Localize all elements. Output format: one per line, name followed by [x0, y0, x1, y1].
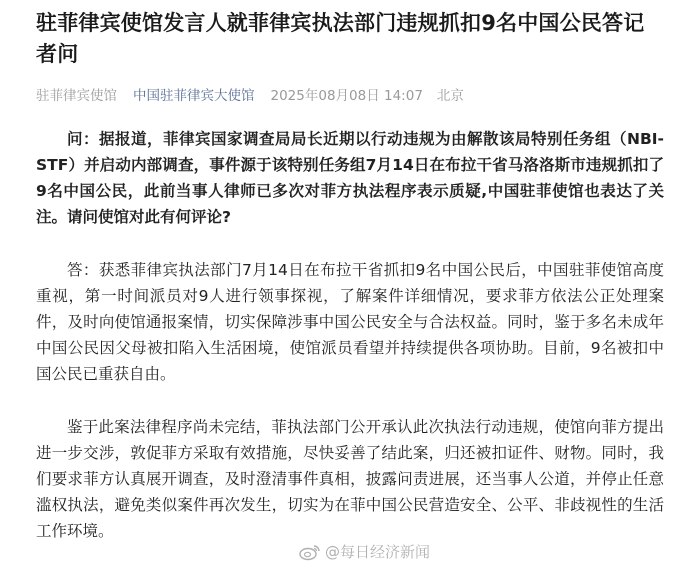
- article-body: [36, 126, 664, 544]
- publish-location: 北京: [436, 88, 464, 104]
- answer-paragraph: 答：获悉菲律宾执法部门7月14日在布拉干省抓扣9名中国公民后，中国驻菲使馆高度重视，第一时间派员对9人进行领事探视，了解案件详细情况，要求菲方依法公正处理案件，及时向使馆通报案情，切实保障涉事中国公民安全与合法权益。同时，鉴于多名未成年中国公民因父母被扣陷入生活困境，使馆派员看望并持续提供各项协助。目前，9名被扣中国公民已重获自由。: [36, 261, 664, 383]
- account-link[interactable]: 中国驻菲律宾大使馆: [133, 88, 255, 104]
- question-paragraph: 问：据报道，菲律宾国家调查局局长近期以行动违规为由解散该局特别任务组（NBI-STF）并启动内部调查，事件源于该特别任务组7月14日在布拉干省马洛洛斯市违规抓扣了9名中国公民，此前当事人律师已多次对菲方执法程序表示质疑,中国驻菲使馆也表达了关注。请问使馆对此有何评论?: [36, 130, 664, 226]
- publish-date: 2025年08月08日 14:07: [270, 88, 423, 104]
- paragraph-spacer: [36, 387, 664, 414]
- followup-paragraph: 鉴于此案法律程序尚未完结，菲执法部门公开承认此次执法行动违规，使馆向菲方提出进一步交涉，敦促菲方采取有效措施，尽快妥善了结此案，归还被扣证件、财物。同时，我们要求菲方认真展开调查，及时澄清事件真相，披露问责进展，还当事人公道，并停止任意滥权执法，避免类似案件再次发生，切实为在菲中国公民营造安全、公平、非歧视性的生活工作环境。: [36, 418, 664, 540]
- weibo-icon: [299, 543, 321, 561]
- article-title: 驻菲律宾使馆发言人就菲律宾执法部门违规抓扣9名中国公民答记者问: [36, 11, 645, 66]
- article-author: 驻菲律宾使馆: [36, 88, 117, 104]
- watermark: [299, 541, 430, 562]
- article-meta: [36, 84, 664, 104]
- watermark-text: @每日经济新闻: [324, 543, 430, 561]
- paragraph-spacer: [36, 230, 664, 257]
